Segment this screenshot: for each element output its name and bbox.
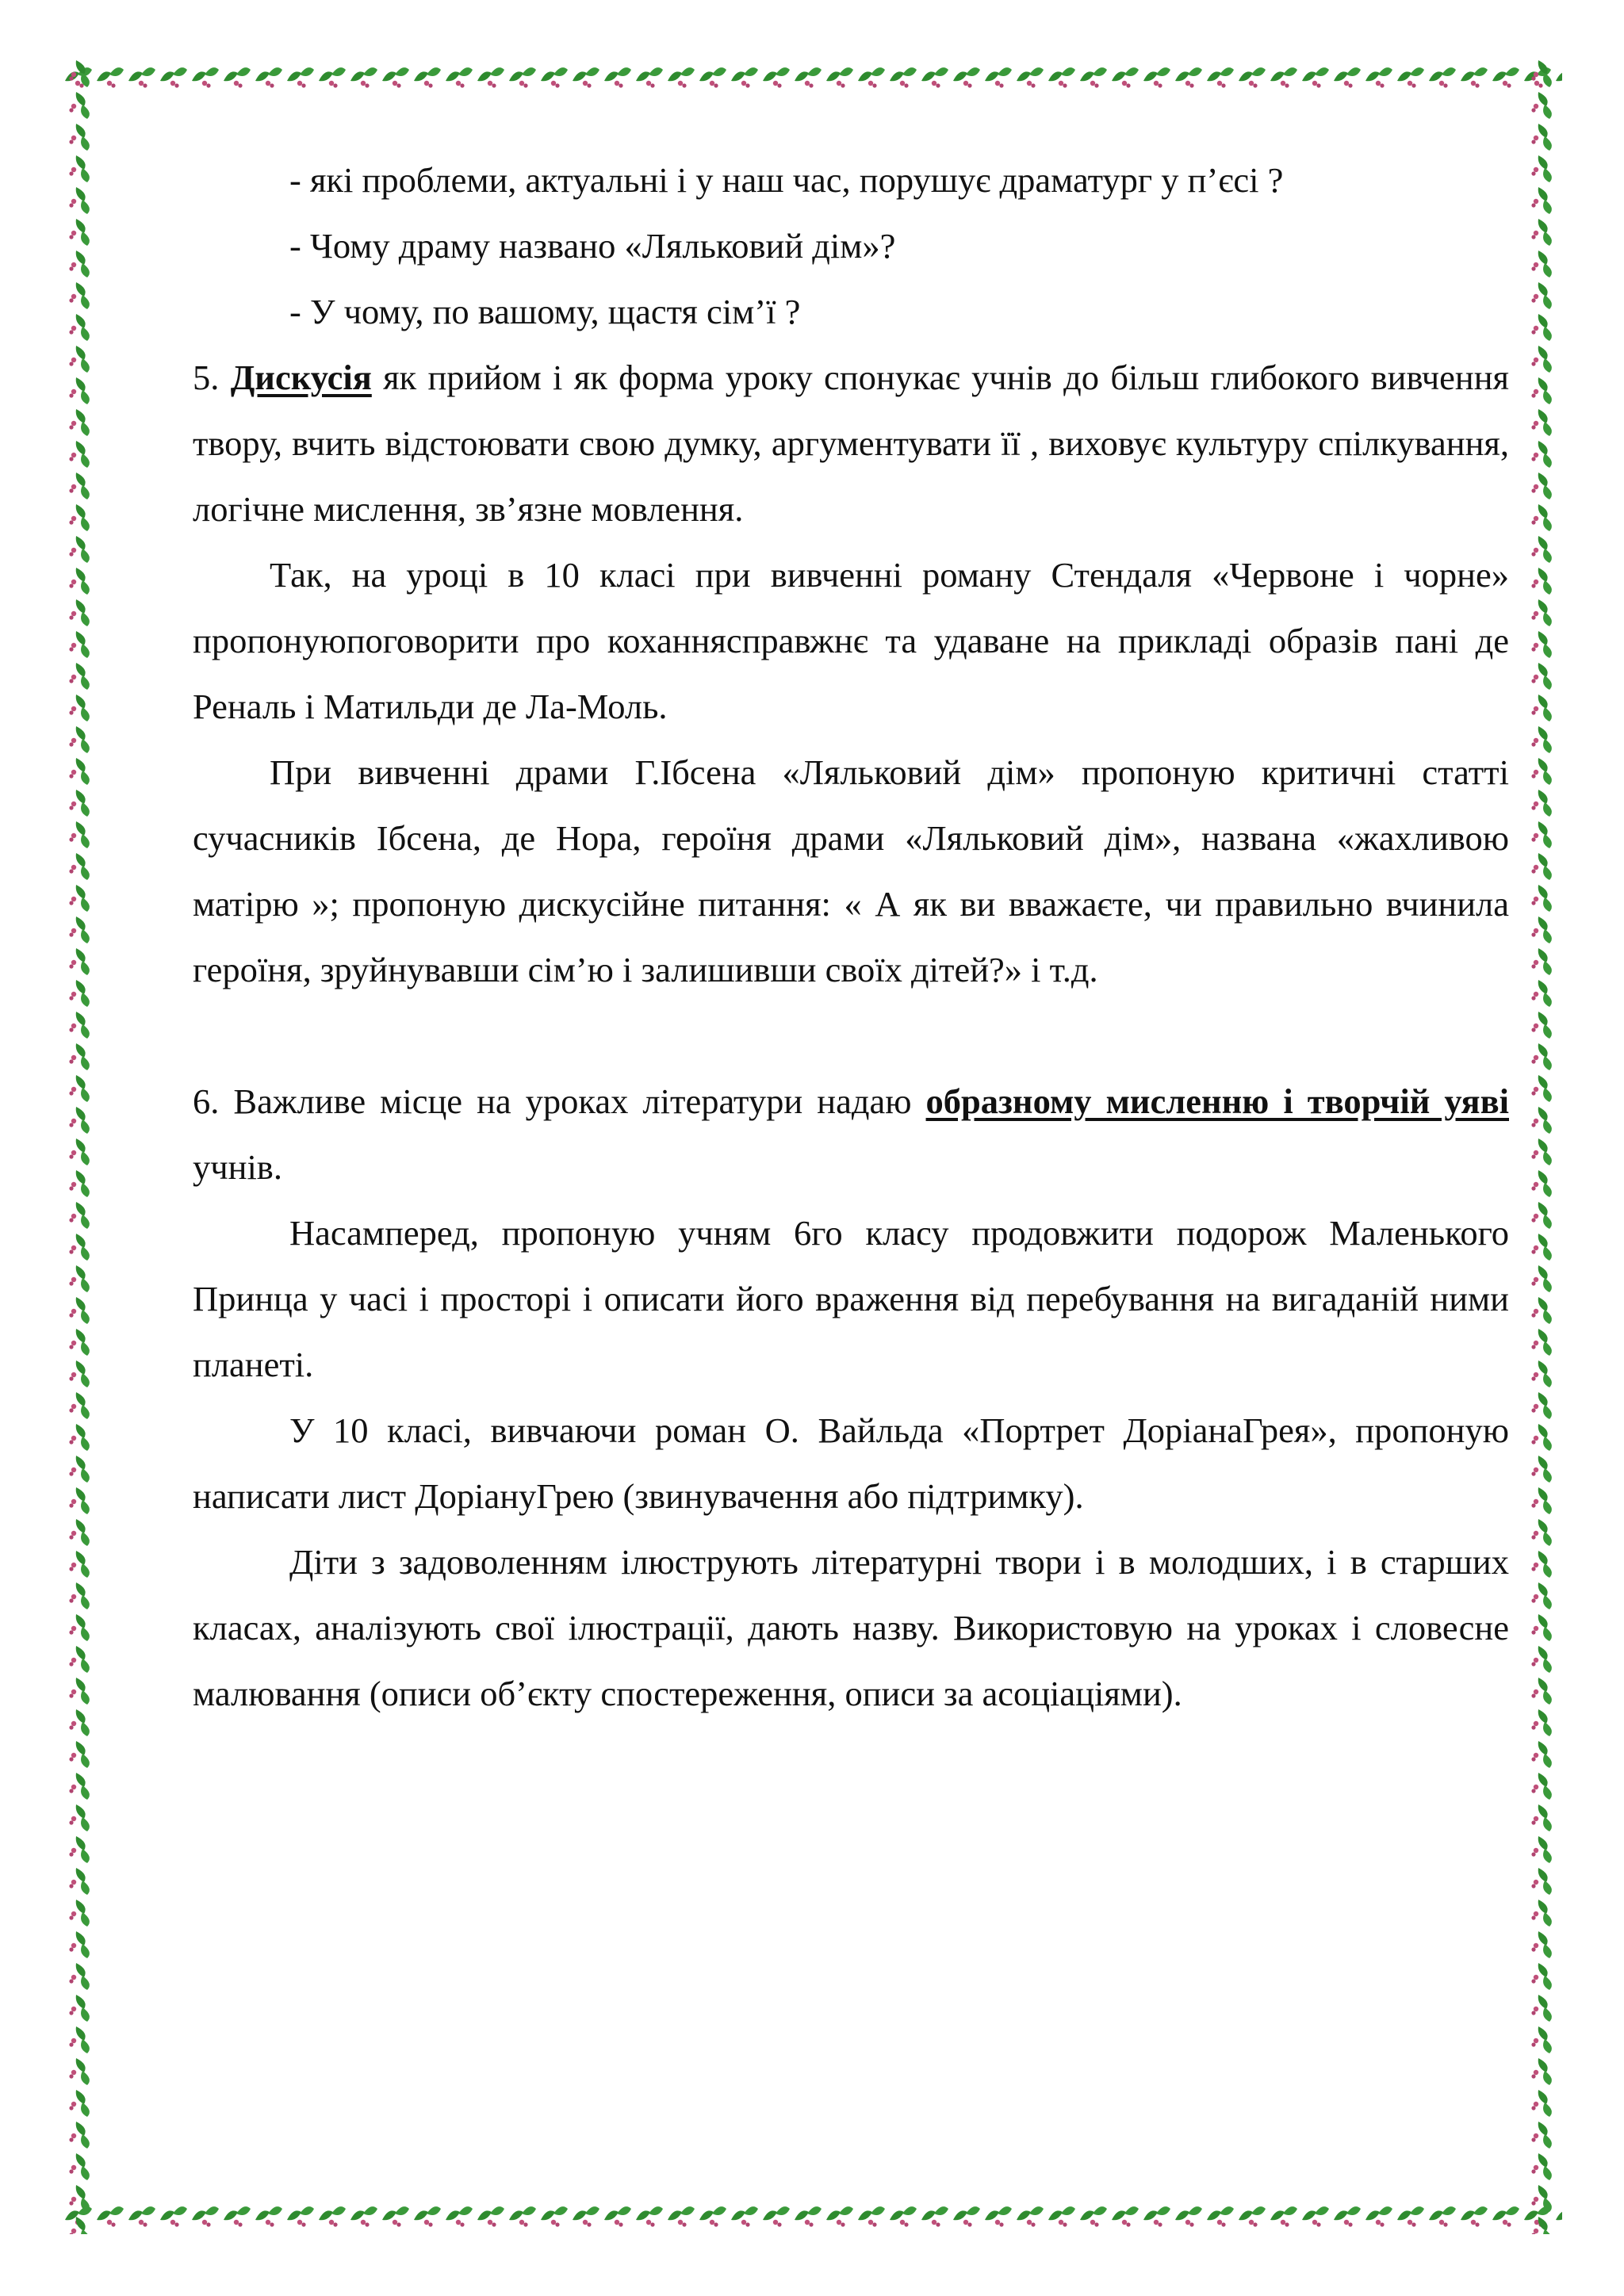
item-5-paragraph [193,345,1509,542]
item-6-tail: учнів. [193,1147,282,1187]
item-5-term: Дискусія [230,358,372,397]
paragraph-ibsen: При вивченні драми Г.Ібсена «Ляльковий дім» пропоную критичні статті сучасників Ібсена, де Нора, героїня драми «Ляльковий дім», названа «жахливою матірю »; пропоную дискусійне питання: « А як ви вважаєте, чи правильно вчинила героїня, зруйнувавши сім’ю і залишивши своїх дітей?» і т.д. [193,752,1509,989]
item-5-text: як прийом і як форма уроку спонукає учнів до більш глибокого вивчення твору, вчить відстоювати свою думку, аргументувати її , виховує культуру спілкування, логічне мислення, зв’язне мовлення. [193,358,1509,529]
question-1: - які проблеми, актуальні і у наш час, порушує драматург у п’єсі ? [289,160,1284,200]
page-content [193,147,1509,1727]
paragraph-stendhal: Так, на уроці в 10 класі при вивченні роману Стендаля «Червоне і чорне» пропонуюпоговорити про коханнясправжнє та удаване на прикладі образів пані де Реналь і Матильди де Ла-Моль. [193,555,1509,726]
item-6-term: образному мисленню і творчій уяві [925,1081,1509,1121]
item-6-paragraph [193,1069,1509,1200]
holly-border-left [62,57,100,2234]
paragraph-illustrations: Діти з задоволенням ілюструють літературні твори і в молодших, і в старших класах, аналізують свої ілюстрації, дають назву. Використовую на уроках і словесне малювання (описи об’єкту спостереження, описи за асоціаціями). [193,1542,1509,1713]
holly-border-top [62,57,1562,95]
paragraph-wilde: У 10 класі, вивчаючи роман О. Вайльда «Портрет ДоріанаГрея», пропоную написати лист ДоріануГрею (звинувачення або підтримку). [193,1410,1509,1516]
holly-border-bottom [62,2196,1562,2234]
question-2: - Чому драму названо «Ляльковий дім»? [289,226,896,266]
question-3: - У чому, по вашому, щастя сім’ї ? [289,292,801,331]
paragraph-little-prince: Насамперед, пропоную учням 6го класу продовжити подорож Маленького Принца у часі і просторі і описати його враження від перебування на вигаданій ними планеті. [193,1213,1509,1384]
blank-line [193,1003,1509,1069]
holly-border-right [1524,57,1562,2234]
item-5-number: 5. [193,358,220,397]
item-6-lead: 6. Важливе місце на уроках літератури надаю [193,1081,912,1121]
